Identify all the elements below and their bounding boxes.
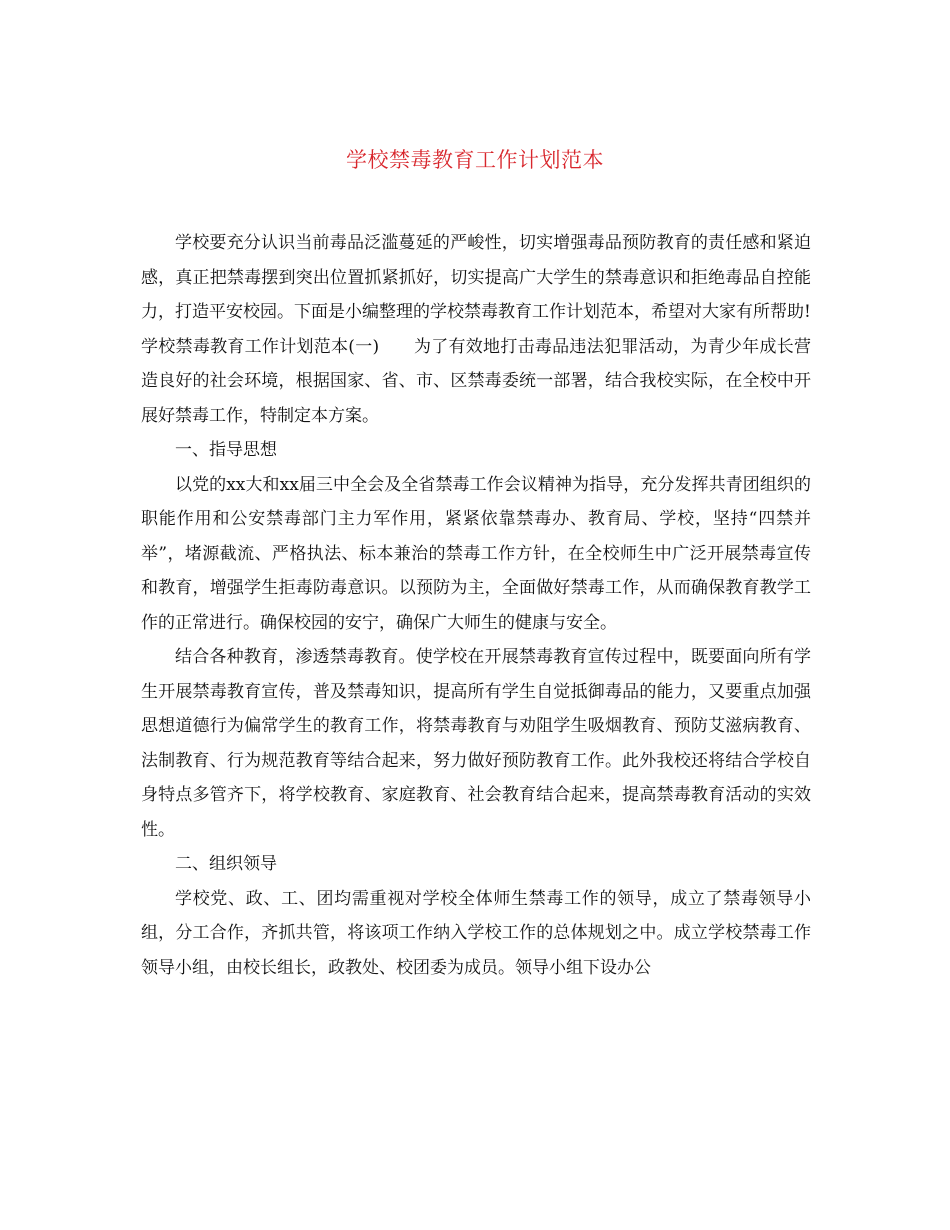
section-heading-organization: 二、组织领导 — [175, 854, 277, 874]
guiding-thought-paragraph: 以党的xx大和xx届三中全会及全省禁毒工作会议精神为指导，充分发挥共青团组织的职能作用和公安禁毒部门主力军作用，紧紧依靠禁毒办、教育局、学校，坚持“四禁并举”，堵源截流、严格执法、标本兼治的禁毒工作方针，在全校师生中广泛开展禁毒宣传和教育，增强学生拒毒防毒意识。以预防为主，全面做好禁毒工作，从而确保教育教学工作的正常进行。确保校园的安宁，确保广大师生的健康与安全。 — [141, 474, 811, 633]
plan-one-paragraph: 学校禁毒教育工作计划范本(一) 为了有效地打击毒品违法犯罪活动，为青少年成长营造良好的社会环境，根据国家、省、市、区禁毒委统一部署，结合我校实际，在全校中开展好禁毒工作，特制定本方案。 — [141, 336, 811, 426]
intro-paragraph: 学校要充分认识当前毒品泛滥蔓延的严峻性，切实增强毒品预防教育的责任感和紧迫感，真正把禁毒摆到突出位置抓紧抓好，切实提高广大学生的禁毒意识和拒绝毒品自控能力，打造平安校园。下面是小编整理的学校禁毒教育工作计划范本，希望对大家有所帮助! — [141, 233, 811, 322]
document-title: 学校禁毒教育工作计划范本 — [346, 148, 604, 172]
section-heading-guiding-thought: 一、指导思想 — [175, 440, 277, 460]
document-body — [141, 226, 811, 985]
education-paragraph: 结合各种教育，渗透禁毒教育。使学校在开展禁毒教育宣传过程中，既要面向所有学生开展禁毒教育宣传，普及禁毒知识，提高所有学生自觉抵御毒品的能力，又要重点加强思想道德行为偏常学生的教育工作，将禁毒教育与劝阻学生吸烟教育、预防艾滋病教育、法制教育、行为规范教育等结合起来，努力做好预防教育工作。此外我校还将结合学校自身特点多管齐下，将学校教育、家庭教育、社会教育结合起来，提高禁毒教育活动的实效性。 — [141, 647, 811, 840]
organization-paragraph: 学校党、政、工、团均需重视对学校全体师生禁毒工作的领导，成立了禁毒领导小组，分工合作，齐抓共管，将该项工作纳入学校工作的总体规划之中。成立学校禁毒工作领导小组，由校长组长，政教处、校团委为成员。领导小组下设办公 — [141, 888, 811, 978]
